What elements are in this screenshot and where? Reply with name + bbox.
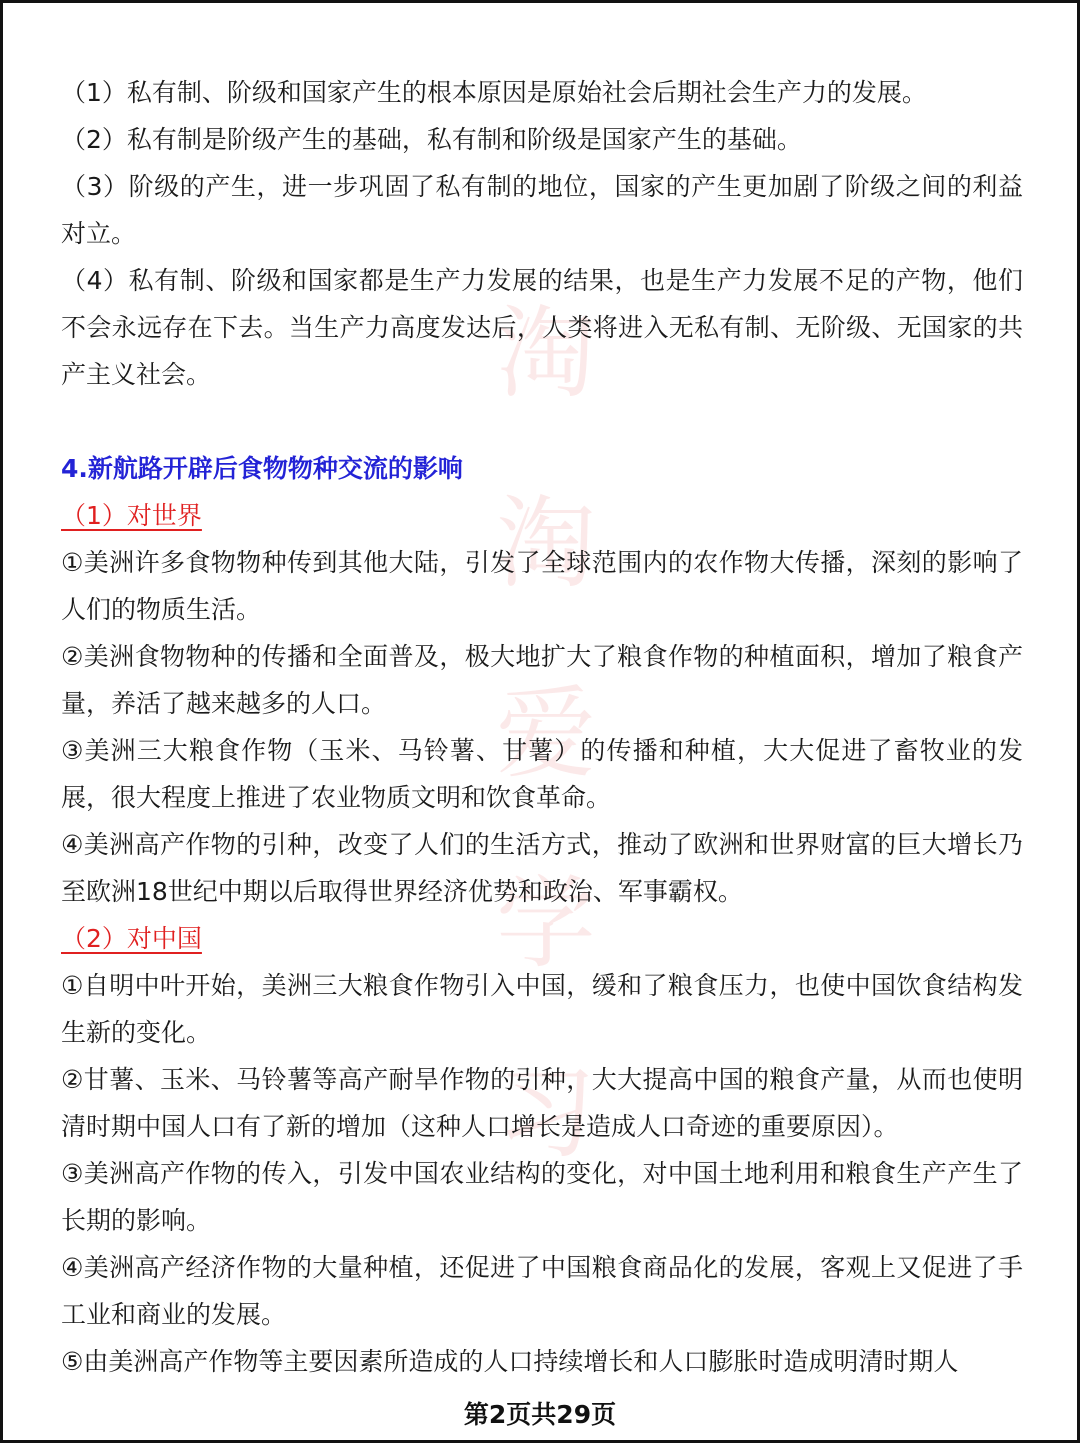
watermark-char: 淘 (496, 295, 596, 412)
watermark-char: 学 (496, 865, 596, 982)
sub-heading-world: （1）对世界 (61, 501, 202, 530)
world-item-2: ②美洲食物物种的传播和全面普及，极大地扩大了粮食作物的种植面积，增加了粮食产量，养活了越来越多的人口。 (61, 642, 1023, 718)
china-item-1: ①自明中叶开始，美洲三大粮食作物引入中国，缓和了粮食压力，也使中国饮食结构发生新的变化。 (61, 971, 1023, 1047)
document-body (61, 69, 1023, 1385)
china-item-3: ③美洲高产作物的传入，引发中国农业结构的变化，对中国土地利用和粮食生产产生了长期的影响。 (61, 1159, 1023, 1235)
intro-paragraph-2: （2）私有制是阶级产生的基础，私有制和阶级是国家产生的基础。 (61, 125, 802, 154)
world-item-1: ①美洲许多食物物种传到其他大陆，引发了全球范围内的农作物大传播，深刻的影响了人们的物质生活。 (61, 548, 1023, 624)
world-item-3: ③美洲三大粮食作物（玉米、马铃薯、甘薯）的传播和种植，大大促进了畜牧业的发展，很大程度上推进了农业物质文明和饮食革命。 (61, 736, 1023, 812)
spacer (61, 398, 1023, 445)
sub-heading-china-wrap (61, 915, 1023, 962)
china-item-4: ④美洲高产经济作物的大量种植，还促进了中国粮食商品化的发展，客观上又促进了手工业和商业的发展。 (61, 1253, 1023, 1329)
world-item-4: ④美洲高产作物的引种，改变了人们的生活方式，推动了欧洲和世界财富的巨大增长乃至欧洲18世纪中期以后取得世界经济优势和政治、军事霸权。 (61, 830, 1023, 906)
china-item-5: ⑤由美洲高产作物等主要因素所造成的人口持续增长和人口膨胀时造成明清时期人 (61, 1347, 959, 1376)
china-item-2: ②甘薯、玉米、马铃薯等高产耐旱作物的引种，大大提高中国的粮食产量，从而也使明清时期中国人口有了新的增加（这种人口增长是造成人口奇迹的重要原因）。 (61, 1065, 1023, 1141)
intro-paragraph-3: （3）阶级的产生，进一步巩固了私有制的地位，国家的产生更加剧了阶级之间的利益对立。 (61, 172, 1023, 248)
page-number: 第2页共29页 (463, 1400, 617, 1429)
section-title: 4.新航路开辟后食物物种交流的影响 (61, 454, 463, 483)
sub-heading-china: （2）对中国 (61, 924, 202, 953)
watermark-char: 习 (496, 1055, 596, 1172)
intro-paragraph-4: （4）私有制、阶级和国家都是生产力发展的结果，也是生产力发展不足的产物，他们不会永远存在下去。当生产力高度发达后，人类将进入无私有制、无阶级、无国家的共产主义社会。 (61, 266, 1023, 389)
intro-paragraph-1: （1）私有制、阶级和国家产生的根本原因是原始社会后期社会生产力的发展。 (61, 78, 927, 107)
sub-heading-world-wrap (61, 492, 1023, 539)
watermark-char: 爱 (496, 675, 596, 792)
watermark-char: 淘 (496, 485, 596, 602)
